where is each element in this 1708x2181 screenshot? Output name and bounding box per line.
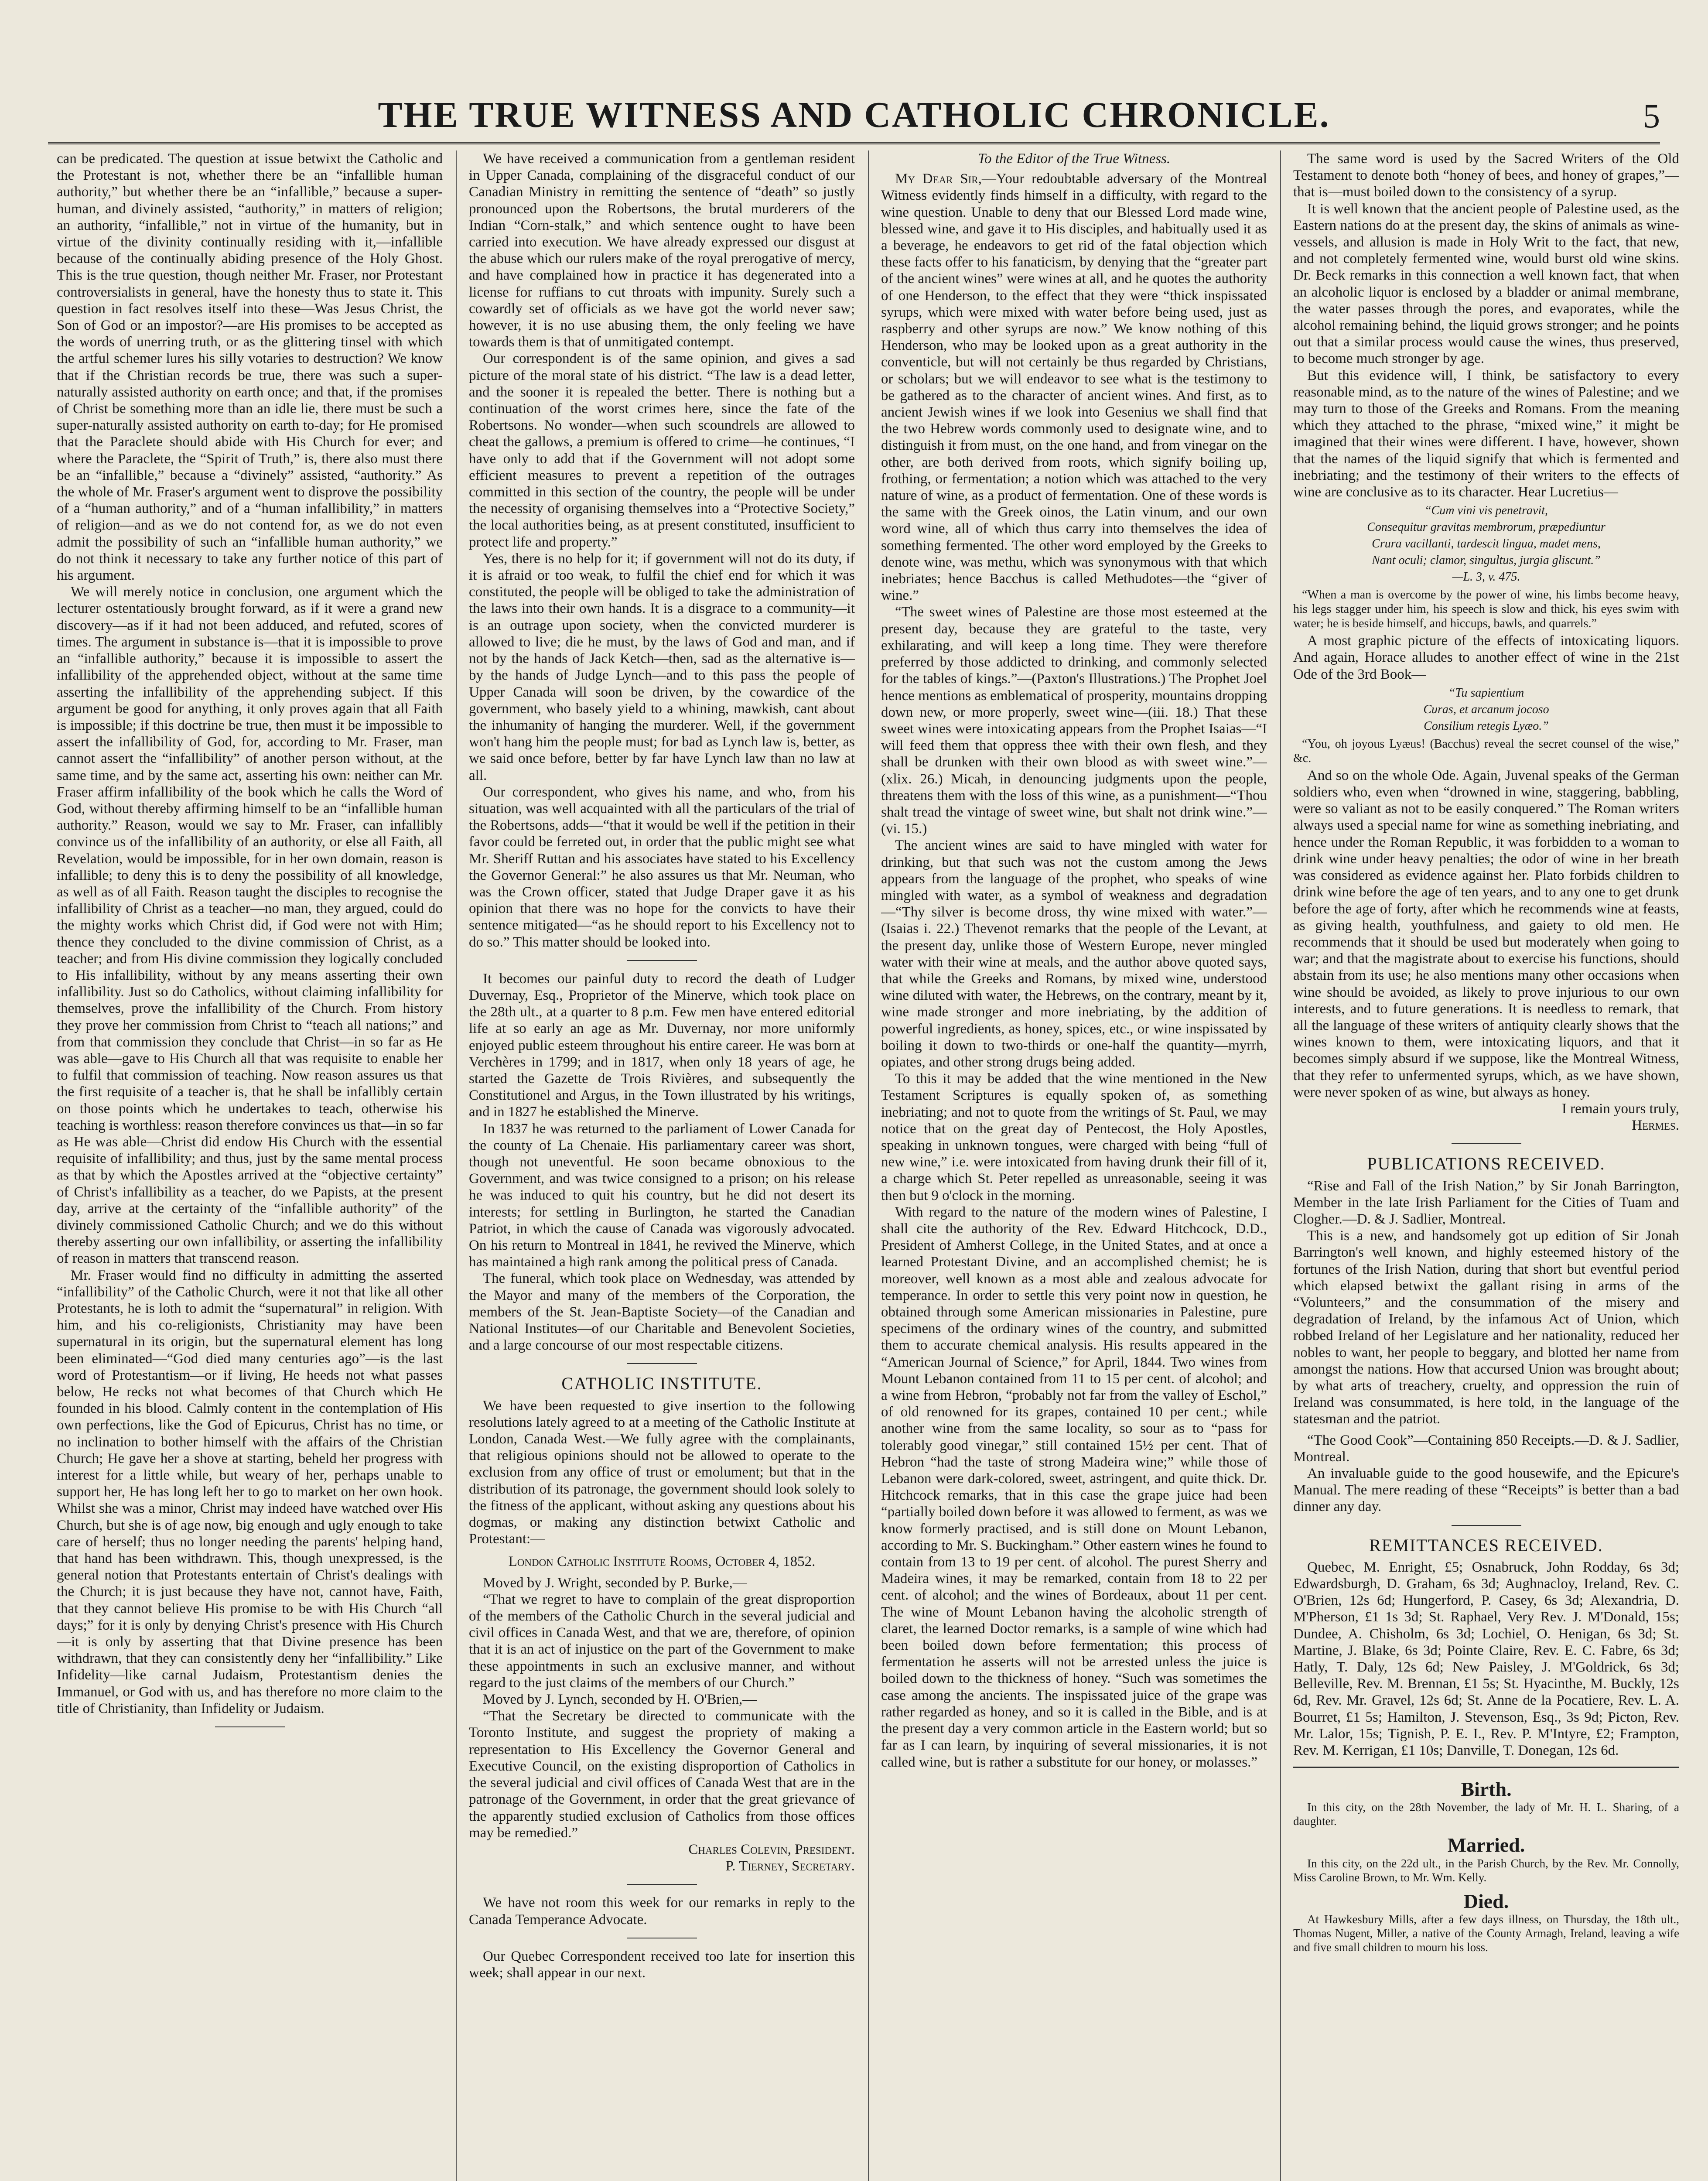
article-paragraph: We have received a communication from a gentleman resident in Upper Canada, complaining of the disgraceful conduct of our Canadian Ministry in remitting the sentence of “death” so justly pronounced upon the Robertsons, the brutal murderers of the Indian “Corn-stalk,” and which sentence ought to have been carried into execution. We have already expressed our disgust at the abuse which our rulers make of the royal prerogative of mercy, and have complained how in practice it has degenerated into a license for ruffians to cut throats with impunity. Surely such a cowardly set of officials as we have got the world never saw; however, it is no use abusing them, the only feeling we have towards them is that of unmitigated contempt.: [469, 151, 855, 350]
column-4: [1293, 150, 1679, 2181]
letter-heading: To the Editor of the True Witness.: [977, 151, 1171, 167]
article-separator: [215, 1726, 285, 1727]
letter-signature: Hermes.: [1632, 1118, 1679, 1134]
verse-translation: “When a man is overcome by the power of wine, his limbs become heavy, his legs stagger under him, his speech is slow and thick, his eyes swim with water; he is beside himself, and hiccups, bawls, and quarrels.”: [1293, 588, 1679, 631]
letter-paragraph: —Your redoubtable adversary of the Montreal Witness evidently finds himself in a difficulty, with regard to the wine question. Unable to deny that our Blessed Lord made wine, blessed wine, and gave it to His disciples, and habitually used it as a beverage, he endeavors to get rid of the fatal objection which these facts offer to his fanaticism, by denying that the “greater part of the ancient wines” were wines at all, and he quotes the authority of one Henderson, to the effect that they were “thick inspissated syrups, which were mixed with water before being used, just as raspberry and other syrups are now.” We know nothing of this Henderson, who may be looked upon as a great authority in the conventicle, but will not certainly be thus regarded by Christians, or scholars; but we will endeavor to see what is the testimony to be gathered as to the character of ancient wines. And first, as to ancient Jewish wines if we look into Gesenius we shall find that the two Hebrew words commonly used to designate wine, and to distinguish it from must, on the one hand, and from vinegar on the other, are both derived from roots, which signify boiling up, frothing, or fermentation; a notion which was attached to the very nature of wine, as a product of fermentation. One of these words is the same with the Greek oinos, the Latin vinum, and our own word wine, all of which thus carry into themselves the idea of something fermented. The other word employed by the Greeks to denote wine, was methu, which was synonymous with that which inebriates; hence Bacchus is called Methudotes—the “giver of wine.”: [881, 171, 1267, 604]
column-1: [57, 150, 443, 2181]
letter-paragraph: The same word is used by the Sacred Writers of the Old Testament to denote both “honey of bees, and honey of grapes,”—that is—must boiled down to the consistency of a syrup.: [1293, 151, 1679, 200]
verse-line: Consequitur gravitas membrorum, præpediuntur: [1367, 520, 1606, 534]
died-notice: At Hawkesbury Mills, after a few days illness, on Thursday, the 18th ult., Thomas Nugent, Miller, a native of the County Armagh, Ireland, leaving a wife and five small children to mourn his loss.: [1293, 1912, 1679, 1954]
remittances-list: Quebec, M. Enright, £5; Osnabruck, John Rodday, 6s 3d; Edwardsburgh, D. Graham, 6s 3d; Aughnacloy, Ireland, Rev. C. O'Brien, 12s 6d; Hungerford, P. Casey, 6s 3d; Alexandria, D. M'Pherson, £1 1s 3d; St. Raphael, Very Rev. J. M'Donald, 15s; Dundee, A. Chisholm, 6s 3d; Lochiel, O. Henigan, 6s 3d; St. Martine, J. Blake, 6s 3d; Pointe Claire, Rev. E. C. Fabre, 6s 3d; Hatly, T. Daly, 12s 6d; New Paisley, J. M'Goldrick, 6s 3d; Belleville, Rev. M. Brennan, £1 5s; St. Hyacinthe, M. Buckly, 12s 6d, Rev. Mr. Gravel, 12s 6d; St. Anne de la Pocatiere, Rev. L. A. Bourret, £1 5s; Hamilton, J. Stevenson, Esq., 3s 9d; Picton, Rev. Mr. Lalor, 15s; Tignish, P. E. I., Rev. P. M'Intyre, £2; Frampton, Rev. M. Kerrigan, £1 10s; Danville, T. Donegan, 12s 6d.: [1293, 1559, 1679, 1759]
horace-verse: [1293, 686, 1679, 733]
letter-closing: I remain yours truly,: [1561, 1101, 1679, 1117]
resolution-text: “That we regret to have to complain of the great disproportion of the members of the Catholic Church in the several judicial and civil offices in Canada West, and that we are, therefore, of opinion that it is an act of injustice on the part of the Government to make these appointments in such an exclusive manner, and without regard to the just claims of the members of our Church.”: [469, 1591, 855, 1691]
article-separator: [1452, 1525, 1521, 1526]
verse-line: Curas, et arcanum jocoso: [1423, 702, 1549, 716]
editorial-note: We have not room this week for our remarks in reply to the Canada Temperance Advocate.: [469, 1895, 855, 1928]
notices-section: [1293, 1767, 1679, 1954]
article-separator: [1452, 1143, 1521, 1144]
letter-salutation: My Dear Sir,: [895, 171, 982, 187]
newspaper-title: THE TRUE WITNESS AND CATHOLIC CHRONICLE.: [378, 95, 1330, 135]
publication-entry: “The Good Cook”—Containing 850 Receipts.—D. & J. Sadlier, Montreal.: [1293, 1432, 1679, 1465]
article-paragraph: Yes, there is no help for it; if government will not do its duty, if it is afraid or too weak, to fulfil the chief end for which it was constituted, the people will be obliged to take the administration of the laws into their own hands. It is a disgrace to a community—it is an outrage upon society, when the convicted murderer is allowed to live; die he must, by the laws of God and man, and if not by the hands of Jack Ketch—then, sad as the alternative is—by the hands of Judge Lynch—and to this pass the people of Upper Canada will soon be driven, by the cowardice of the government, who basely yield to a whining, mawkish, cant about the inhumanity of hanging the murderer. Well, if the government won't hang him the people must; for bad as Lynch law is, better, as we said once before, better by far have Lynch law than no law at all.: [469, 550, 855, 783]
obituary-paragraph: In 1837 he was returned to the parliament of Lower Canada for the county of La Chenaie. His parliamentary career was short, though not uneventful. He soon became obnoxious to the Government, and was twice consigned to a prison; on his release he was induced to quit his country, but he did not desert its interests; for settling in Burlington, he started the Canadian Patriot, in which the cause of Canada was vigorously advocated. On his return to Montreal in 1841, he revived the Minerve, which has maintained a high rank among the political press of Canada.: [469, 1121, 855, 1270]
column-rule: [456, 150, 457, 2181]
catholic-institute-heading: CATHOLIC INSTITUTE.: [561, 1374, 762, 1394]
verse-line: Crura vacillanti, tardescit lingua, madet mens,: [1372, 537, 1601, 551]
obituary-paragraph: The funeral, which took place on Wednesday, was attended by the Mayor and many of the members of the Corporation, the members of the St. Jean-Baptiste Society—of the Canadian and National Institutes—of our Charitable and Benevolent Societies, and a large concourse of our most respectable citizens.: [469, 1271, 855, 1354]
publications-heading: PUBLICATIONS RECEIVED.: [1367, 1154, 1606, 1174]
verse-citation: —L. 3, v. 475.: [1452, 570, 1520, 584]
letter-paragraph: The ancient wines are said to have mingled with water for drinking, but that such was not the custom among the Jews appears from the language of the prophet, who speaks of wine mingled with water, as a symbol of weakness and degradation—“Thy silver is become dross, thy wine mixed with water.”—(Isaias i. 22.) Thevenot remarks that the people of the Levant, at the present day, unlike those of Western Europe, never mingled water with their wine at meals, and the author above quoted says, that while the Greeks and Romans, by mixed wine, understood wine diluted with water, the Hebrews, on the contrary, meant by it, wine made stronger and more inebriating, by the addition of powerful ingredients, as honey, spices, etc., or wine inspissated by boiling it down to two-thirds or one-half the quantity—myrrh, opiates, and other strong drugs being added.: [881, 838, 1267, 1070]
letter-paragraph: It is well known that the ancient people of Palestine used, as the Eastern nations do at the present day, the skins of animals as wine-vessels, and allusion is made in Holy Writ to the fact, that new, and not completely fermented wine, would burst old wine skins. Dr. Beck remarks in this connection a well known fact, that when an alcoholic liquor is enclosed by a bladder or animal membrane, the water passes through the pores, and evaporates, while the alcohol remaining behind, the liquid grows stronger; and he points out that a similar process would cause the wines, thus preserved, to become much stronger by age.: [1293, 201, 1679, 367]
secretary-signature: P. Tierney, Secretary.: [725, 1858, 855, 1874]
article-separator: [627, 1363, 697, 1364]
letter-paragraph: “The sweet wines of Palestine are those most esteemed at the present day, because they are grateful to the taste, very exhilarating, and will keep a long time. They were therefore preferred by those addicted to drinking, and commonly selected for the tables of kings.”—(Paxton's Illustrations.) The Prophet Joel hence mentions as emblematical of prosperity, mountains dropping down new, or more properly, sweet wine—(iii. 18.) That these sweet wines were intoxicating appears from the Prophet Isaias—“I will feed them that oppress thee with their own flesh, and they shall be drunken with their own blood as with sweet wine.”—(xlix. 26.) Micah, in denouncing judgments upon the people, threatens them with the loss of this wine, as a punishment—“Thou shalt tread the vintage of sweet wine, but shalt not drink wine.”—(vi. 15.): [881, 604, 1267, 837]
verse-line: “Tu sapientium: [1448, 686, 1524, 700]
obituary-paragraph: It becomes our painful duty to record the death of Ludger Duvernay, Esq., Proprietor of the Minerve, which took place on the 28th ult., at a quarter to 8 p.m. Few men have entered editorial life at so early an age as Mr. Duvernay, nor more uniformly enjoyed public esteem throughout his entire career. He was born at Verchères in 1799; and in 1817, when only 18 years of age, he started the Gazette de Trois Rivières, and subsequently the Constitutionel and Argus, in the Town illustrated by his writings, and in 1827 he established the Minerve.: [469, 971, 855, 1120]
letter-paragraph: With regard to the nature of the modern wines of Palestine, I shall cite the authority of the Rev. Edward Hitchcock, D.D., President of Amherst College, in the United States, and at once a learned Protestant Divine, and an accomplished chemist; he is moreover, well known as a most able and zealous advocate for temperance. In order to settle this very point now in question, he obtained through some American missionaries in Palestine, pure specimens of the ordinary wines of the country, and submitted them to accurate chemical analysis. His results appeared in the “American Journal of Science,” for April, 1844. Two wines from Mount Lebanon contained from 11 to 15 per cent. of alcohol; and a wine from Hebron, “probably not far from the valley of Eschol,” of old renowned for its grapes, contained 10 per cent.; while another wine from the same locality, so sour as to “pass for tolerably good vinegar,” still contained 15½ per cent. That of Hebron “had the taste of strong Madeira wine;” while those of Lebanon were dark-colored, sweet, astringent, and quite thick. Dr. Hitchcock remarks, that in this case the grape juice had been “partially boiled down before it was allowed to ferment, as was we know formerly practised, and is still done on Mount Lebanon, according to Mr. S. Buckingham.” Other eastern wines he found to contain from 13 to 19 per cent. of alcohol. The purest Sherry and Madeira wines, it may be remarked, contain from 18 to 22 per cent. of alcohol; and the wines of Bordeaux, about 11 per cent. The wine of Mount Lebanon having the alcoholic strength of claret, the learned Doctor remarks, is a sample of wine which had been boiled down before fermentation; this process of fermentation he asserts will not be arrested unless the juice is boiled down to the thickness of honey. “Such was sometimes the case among the ancients. The inspissated juice of the grape was rather regarded as honey, and so it is called in the Bible, and is at the present day a very common article in the Eastern world; but so far as I can learn, by inquiring of several missionaries, it is not called wine, but is rather a substitute for our honey, or molasses.”: [881, 1204, 1267, 1770]
article-paragraph: Our correspondent is of the same opinion, and gives a sad picture of the moral state of his district. “The law is a dead letter, and the sooner it is repealed the better. There is nothing but a continuation of the worst crimes here, since the fate of the Robertsons. No wonder—when such scoundrels are allowed to cheat the gallows, a premium is offered to crime—he continues, “I have only to add that if the Government will not adopt some efficient measures to prevent a repetition of the outrages committed in this section of the country, the people will be under the necessity of organising themselves into a “Protective Society,” the local authorities being, as at present constituted, insufficient to protect life and property.”: [469, 351, 855, 550]
publication-review: An invaluable guide to the good housewife, and the Epicure's Manual. The mere reading of these “Receipts” is better than a bad dinner any day.: [1293, 1466, 1679, 1515]
article-paragraph: We will merely notice in conclusion, one argument which the lecturer ostentatiously brought forward, as if it were a grand new discovery—as if it had not been adduced, and refuted, scores of times. The argument in substance is—that it is impossible to prove an “infallible authority,” because it is impossible to assert the infallibility of the apprehended object, without at the same time asserting the infallibility of the apprehending subject. If this argument be good for anything, it only proves again that all Faith is impossible; if this doctrine be true, then must it be impossible to assert the infallibility of God, for, according to Mr. Fraser, man cannot assert the “infallibility” of another person without, at the same time, and by the same act, asserting his own: neither can Mr. Fraser affirm infallibility of the book which he calls the Word of God, without thereby affirming himself to be an “infallible human authority.” Reason, would we say to Mr. Fraser, can infallibly convince us of the infallibility of an authority, or else all Faith, all Revelation, would be impossible, for in her own domain, reason is infallible; to deny this is to deny the possibility of all knowledge, as well as of all Faith. Reason taught the disciples to recognise the infallibility of Christ as a teacher—no man, they argued, could do the mighty works which Christ did, if God were not with Him; thence they concluded to the divine commission of Christ, as a teacher; and from His divine commission they logically concluded to His infallibility, without by any means asserting their own infallibility. Just so do Catholics, without claiming infallibility for themselves, prove the infallibility of the Church. From history they prove her commission from Christ to “teach all nations;” and from that commission they conclude that Christ—in so far as He was able—gave to His Church all that was requisite to enable her to fulfil that commission of teaching. Now reason assures us that the first requisite of a teacher is, that he shall be infallibly certain on those points which he undertakes to teach, otherwise his teaching is worthless: reason therefore convinces us that—in so far as He was able—Christ did endow His Church with the essential requisite of infallibility; and thus, just by the same mental process as that by which the Apostles arrived at the “objective certainty” of Christ's infallibility as a teacher, do we Papists, at the present day, arrive at the certainty of the “infallible authority” of the divinely commissioned Catholic Church; and we do this without thereby asserting our own infallibility, or asserting the infallibility of reason in matters that transcend reason.: [57, 584, 443, 1267]
article-paragraph: Our correspondent, who gives his name, and who, from his situation, was well acquainted with all the particulars of the trial of the Robertsons, adds—“that it would be well if the petition in their favor could be ferreted out, in order that the public might see what Mr. Sheriff Ruttan and his associates have stated to his Excellency the Governor General:” he also assures us that Mr. Neuman, who was the Crown officer, stated that Judge Draper gave it as his opinion that there was no hope for the convicts to have their sentence mitigated—“as he should report to his Excellency not to do so.” This matter should be looked into.: [469, 784, 855, 950]
president-signature: Charles Colevin, President.: [688, 1841, 855, 1857]
letter-paragraph: And so on the whole Ode. Again, Juvenal speaks of the German soldiers who, even when “drowned in wine, staggering, babbling, were so valiant as not to be easily conquered.” The Roman writers always used a special name for wine as something inebriating, and hence under the Roman Republic, it was forbidden to a woman to drink wine under heavy penalties; the odor of wine in her breath was considered as evidence against her. Plato forbids children to drink wine before the age of ten years, and to any one to get drunk before the age of forty, after which he recommends wine at feasts, as giving health, youthfulness, and gaiety to old men. He recommends that it should be used but moderately when going to war; and that the magistrate about to exercise his functions, should abstain from its use; he also mentions many other occasions when wine should be avoided, as likely to prove injurious to our own interests, and to future generations. It is needless to remark, that all the language of these writers of antiquity clearly shows that the wines known to them, were intoxicating liquors, and that it becomes simply absurd if we suppose, like the Montreal Witness, that they refer to unfermented syrups, which, as we have shown, were never spoken of as wine, but always as honey.: [1293, 767, 1679, 1100]
publication-review: This is a new, and handsomely got up edition of Sir Jonah Barrington's well known, and highly esteemed history of the fortunes of the Irish Nation, during that short but eventful period which elapsed betwixt the gallant rising in arms of the “Volunteers,” and the consummation of the misery and degradation of Ireland, by the infamous Act of Union, which robbed Ireland of her Legislature and her nationality, reduced her nobles to want, her people to beggary, and blotted her name from amongst the nations. How that accursed Union was brought about; by what arts of treachery, cruelty, and oppression the ruin of Ireland was consummated, is here told, in the language of the statesman and the patriot.: [1293, 1228, 1679, 1427]
publication-entry: “Rise and Fall of the Irish Nation,” by Sir Jonah Barrington, Member in the late Irish Parliament for the Cities of Tuam and Clogher.—D. & J. Sadlier, Montreal.: [1293, 1178, 1679, 1227]
article-separator: [627, 1884, 697, 1885]
birth-heading: Birth.: [1461, 1778, 1512, 1801]
birth-notice: In this city, on the 28th November, the lady of Mr. H. L. Sharing, of a daughter.: [1293, 1801, 1679, 1828]
letter-paragraph: But this evidence will, I think, be satisfactory to every reasonable mind, as to the nature of the wines of Palestine; and we may turn to those of the Greeks and Romans. From the meaning which they attached to the phrase, “mixed wine,” it might be imagined that their wines were different. I have, however, shown that the names of the liquid signify that which is fermented and inebriating; and the testimony of their writers to the effects of wine are conclusive as to its character. Hear Lucretius—: [1293, 367, 1679, 500]
masthead: [48, 94, 1660, 144]
married-heading: Married.: [1447, 1834, 1525, 1856]
lucretius-verse: [1293, 504, 1679, 584]
column-rule: [1280, 150, 1281, 2181]
verse-line: “Cum vini vis penetravit,: [1424, 504, 1548, 518]
verse-translation: “You, oh joyous Lyæus! (Bacchus) reveal the secret counsel of the wise,” &c.: [1293, 737, 1679, 765]
resolution-mover: Moved by J. Wright, seconded by P. Burke,—: [483, 1575, 747, 1591]
remittances-heading: REMITTANCES RECEIVED.: [1369, 1535, 1603, 1555]
verse-line: Nant oculi; clamor, singultus, jurgia gliscunt.”: [1372, 554, 1601, 567]
institute-dateline: London Catholic Institute Rooms, October 4, 1852.: [508, 1554, 816, 1570]
verse-line: Consilium retegis Lyæo.”: [1424, 719, 1549, 733]
resolution-text: “That the Secretary be directed to communicate with the Toronto Institute, and suggest the propriety of making a representation to His Excellency the Governor General and Executive Council, on the existing disproportion of Catholics in the several judicial and civil offices of Canada West that are in the patronage of the Government, in order that the great grievance of the apparently studied exclusion of Catholics from those offices may be remedied.”: [469, 1708, 855, 1841]
article-separator: [627, 960, 697, 961]
letter-paragraph: A most graphic picture of the effects of intoxicating liquors. And again, Horace alludes to another effect of wine in the 21st Ode of the 3rd Book—: [1293, 633, 1679, 682]
institute-intro: We have been requested to give insertion to the following resolutions lately agreed to at a meeting of the Catholic Institute at London, Canada West.—We fully agree with the complainants, that religious opinions should not be allowed to operate to the exclusion from any office of trust or emolument; but that in the distribution of its patronage, the government should look solely to the fitness of the applicant, without asking any questions about his dogmas, or making any distinction betwixt Catholic and Protestant:—: [469, 1398, 855, 1547]
resolution-mover: Moved by J. Lynch, seconded by H. O'Brien,—: [483, 1692, 757, 1708]
column-rule: [868, 150, 869, 2181]
column-2: [469, 150, 855, 2181]
article-paragraph: can be predicated. The question at issue betwixt the Catholic and the Protestant is not, whether there be an “infallible human authority,” but whether there be an “infallible,” because a super-human, and divinely assisted, “authority,” in matters of religion; an authority, “infallible,” not in virtue of the humanity, but in virtue of the divinity continually residing with it,—infallible because of the continually abiding presence of the Holy Ghost. This is the true question, though neither Mr. Fraser, nor Protestant controversialists in general, have the honesty thus to state it. This question in fact resolves itself into these—Was Jesus Christ, the Son of God or an impostor?—are His promises to be accepted as the words of unerring truth, or as the glittering tinsel with which the artful schemer lures his silly votaries to destruction? We know that if the Christian records be true, there was such a super-naturally assisted authority on earth once; and that, if the promises of Christ be something more than an idle lie, there must be such a super-naturally assisted authority on earth to-day; for He promised that the Paraclete should abide with His Church for ever; and where the Paraclete, the “Spirit of Truth,” is, there also must there be an “infallible,” because a “divinely” assisted, “authority.” As the whole of Mr. Fraser's argument went to disprove the possibility of a “human authority,” and of a “human infallibility,” in matters of religion—and as we do not contend for, as we do not even admit the possibility of such an “infallible human authority,” we do not think it necessary to take any further notice of this part of his argument.: [57, 151, 443, 584]
page-number: 5: [1643, 97, 1660, 135]
letter-paragraph: To this it may be added that the wine mentioned in the New Testament Scriptures is equally spoken of, as something inebriating; and not to quote from the writings of St. Paul, we may notice that on the great day of Pentecost, the Holy Apostles, speaking in unknown tongues, were charged with being “full of new wine,” i.e. were intoxicated from having drunk their fill of it, a charge which St. Peter repelled as unreasonable, seeing it was then but 9 o'clock in the morning.: [881, 1071, 1267, 1203]
married-notice: In this city, on the 22d ult., in the Parish Church, by the Rev. Mr. Connolly, Miss Caroline Brown, to Mr. Wm. Kelly.: [1293, 1856, 1679, 1884]
died-heading: Died.: [1463, 1890, 1509, 1912]
letter-opening: [881, 171, 1267, 604]
column-3: [881, 150, 1267, 2181]
article-paragraph: Mr. Fraser would find no difficulty in admitting the asserted “infallibility” of the Catholic Church, were it not that like all other Protestants, he is loth to admit the “supernatural” in religion. With him, and his co-religionists, Christianity may have been supernatural in its origin, but the supernatural element has long been eliminated—“God died many centuries ago”—is the last word of Protestantism—or if living, He heeds not what passes below, He recks not what becomes of that Church which He founded in his blood. Calmly content in the contemplation of His own perfections, like the God of Epicurus, Christ has no time, or no inclination to bother himself with the affairs of the Christian Church; He gave her a shove at starting, beheld her progress with interest for a little while, but weary of her, perhaps unable to support her, He has long left her to go to market on her own hook. Whilst she was a minor, Christ may indeed have watched over His Church, but she is of age now, big enough and ugly enough to take care of herself; thus no longer needing the parents' helping hand, that hand has been withdrawn. This, though unexpressed, is the general notion that Protestants entertain of Christ's dealings with the Church; it is just because they have not, cannot have, Faith, that they cannot believe His promise to be with His Church “all days;” for it is only by denying Christ's presence with His Church—it is only by asserting that that Divine presence has been withdrawn, that they can consistently deny her “infallibility.” Like Infidelity—like carnal Judaism, Protestantism denies the Immanuel, or God with us, and has therefore no more claim to the title of Christianity, than Infidelity or Judaism.: [57, 1267, 443, 1716]
editorial-note: Our Quebec Correspondent received too late for insertion this week; shall appear in our next.: [469, 1948, 855, 1981]
